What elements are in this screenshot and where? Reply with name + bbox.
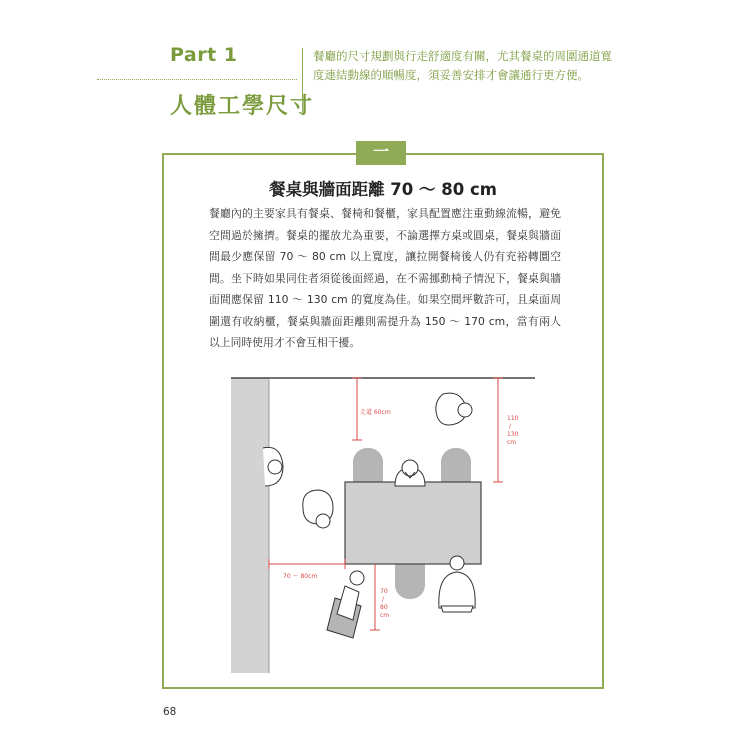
section-title: 人體工學尺寸 bbox=[170, 94, 315, 119]
person-top-right bbox=[436, 393, 472, 425]
person-seated-top bbox=[395, 460, 425, 486]
bottom-label-1: 70 bbox=[380, 588, 388, 595]
body-text: 餐廳內的主要家具有餐桌、餐椅和餐櫃，家具配置應注重動線流暢，避免空間過於擁擠。餐桌的擺放尤為重要，不論選擇方桌或圓桌，餐桌與牆面間最少應保留 70 ～ 80 cm 以上寬度，讓拉開餐椅後人仍有充裕轉圜空間。坐下時如果同住者須從後面經過，在不需挪動椅子情況下，餐桌與牆面間應保留 110 ～ 130 cm 的寬度為佳。如果空間坪數許可，且桌面周圍還有收納櫃，餐桌與牆面距離則需提升為 150 ～ 170 cm，當有兩人以上同時使用才不會互相干擾。 bbox=[209, 207, 561, 349]
right-label-3: 130 bbox=[507, 431, 519, 438]
right-label-4: cm bbox=[507, 439, 517, 446]
header-divider bbox=[302, 48, 303, 112]
left-wall bbox=[231, 378, 269, 673]
person-walking-bottom bbox=[327, 571, 364, 638]
bottom-label-3: 80 bbox=[380, 604, 388, 611]
floor-plan-diagram bbox=[225, 368, 545, 673]
bottom-left-label: 70 ～ 80cm bbox=[283, 573, 318, 580]
dimension-right bbox=[493, 378, 503, 482]
panel-tab: 一 bbox=[356, 141, 406, 165]
right-label-1: 110 bbox=[507, 415, 519, 422]
person-seated-left bbox=[303, 490, 333, 528]
bottom-label-2: / bbox=[382, 596, 385, 603]
dimension-bottom-left bbox=[269, 559, 345, 569]
header-dotted-rule bbox=[97, 79, 297, 80]
walkway-label: 走道 60cm bbox=[360, 409, 391, 416]
dining-table bbox=[345, 482, 481, 564]
page-number: 68 bbox=[163, 706, 177, 718]
person-left-side bbox=[263, 447, 283, 486]
part-label: Part 1 bbox=[170, 44, 238, 66]
right-label-2: / bbox=[509, 423, 512, 430]
bottom-label-4: cm bbox=[380, 612, 390, 619]
intro-text: 餐廳的尺寸規劃與行走舒適度有關，尤其餐桌的周圍通道寬度連結動線的順暢度，須妥善安排才會讓通行更方便。 bbox=[313, 49, 612, 82]
dimension-bottom bbox=[370, 564, 380, 630]
panel-title: 餐桌與牆面距離 70 ～ 80 cm bbox=[269, 180, 497, 199]
